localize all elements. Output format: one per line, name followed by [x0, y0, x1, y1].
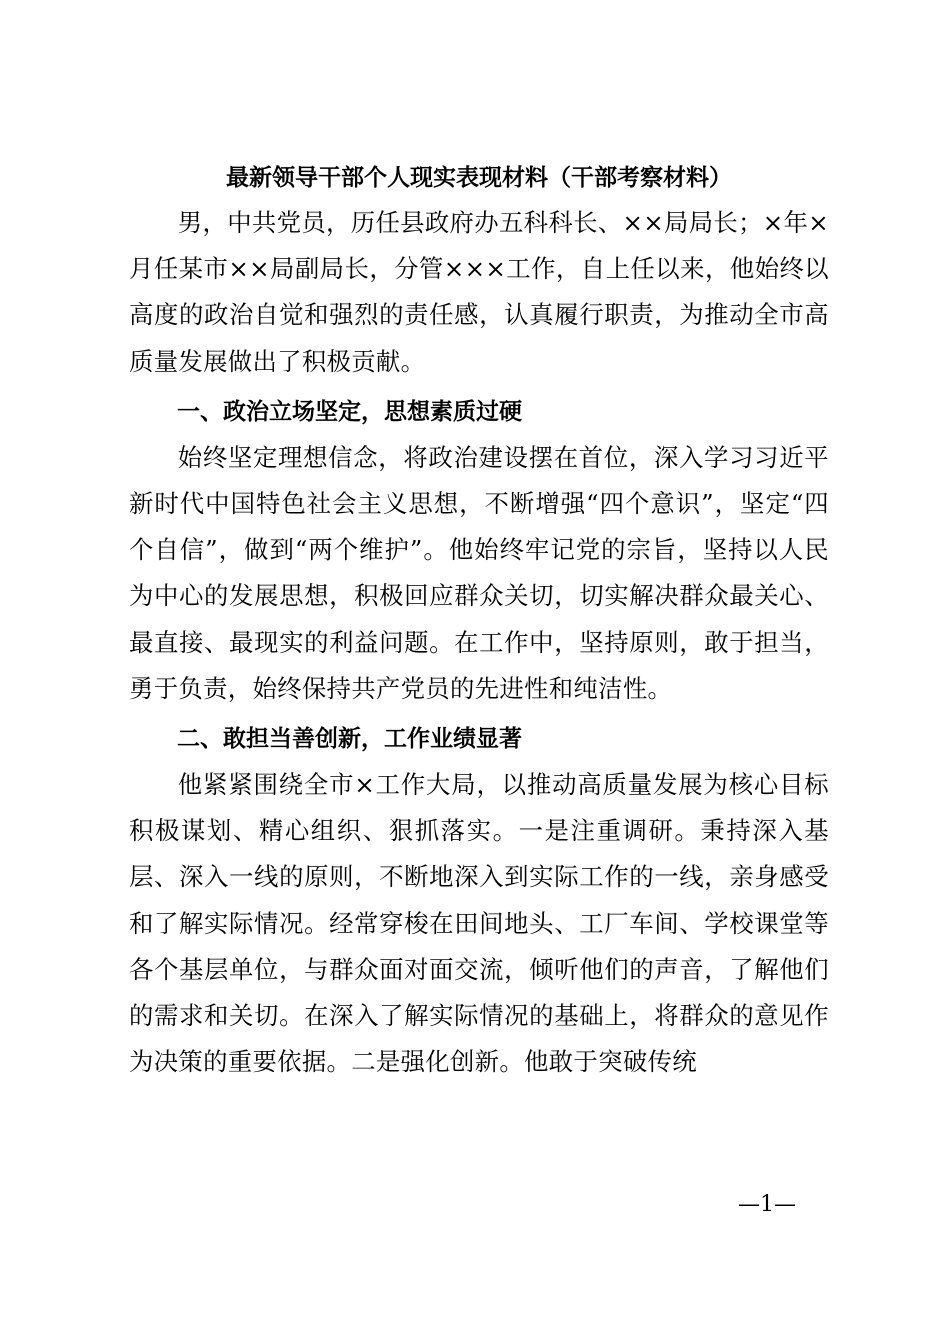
document-page: [129, 160, 829, 1085]
document-title: 最新领导干部个人现实表现材料（干部考察材料）: [226, 165, 732, 191]
section-heading-2: 二、敢担当善创新，工作业绩显著: [177, 726, 522, 753]
section-body-1: 始终坚定理想信念，将政治建设摆在首位，深入学习习近平新时代中国特色社会主义思想，不断增强“四个意识”，坚定“四个自信”，做到“两个维护”。他始终牢记党的宗旨，坚持以人民为中心的发展思想，积极回应群众关切，切实解决群众最关心、最直接、最现实的利益问题。在工作中，坚持原则，敢于担当，勇于负责，始终保持共产党员的先进性和纯洁性。: [129, 442, 829, 703]
intro-paragraph: 男，中共党员，历任县政府办五科科长、××局局长；×年×月任某市××局副局长，分管×××工作，自上任以来，他始终以高度的政治自觉和强烈的责任感，认真履行职责，为推动全市高质量发展做出了积极贡献。: [129, 208, 829, 376]
section-heading-1: 一、政治立场坚定，思想素质过硬: [177, 398, 522, 425]
page-number: —1—: [738, 1192, 796, 1217]
section-body-2: 他紧紧围绕全市×工作大局，以推动高质量发展为核心目标积极谋划、精心组织、狠抓落实。一是注重调研。秉持深入基层、深入一线的原则，不断地深入到实际工作的一线，亲身感受和了解实际情况。经常穿梭在田间地头、工厂车间、学校课堂等各个基层单位，与群众面对面交流，倾听他们的声音，了解他们的需求和关切。在深入了解实际情况的基础上，将群众的意见作为决策的重要依据。二是强化创新。他敢于突破传统: [129, 770, 829, 1077]
